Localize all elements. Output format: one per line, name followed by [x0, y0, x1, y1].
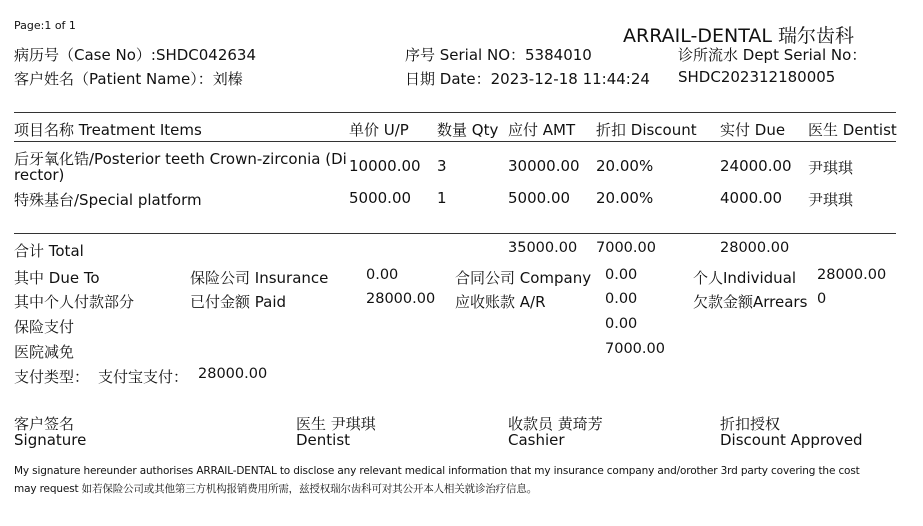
dept-serial-value: SHDC202312180005 — [678, 68, 836, 86]
case-number — [14, 44, 256, 65]
due-to-label: 其中 Due To — [14, 269, 100, 287]
signature-cashier-cn: 收款员 黄琦芳 — [508, 415, 603, 433]
row-dentist: 尹琪琪 — [808, 191, 854, 209]
row-qty: 3 — [437, 157, 447, 175]
personal-part-label: 其中个人付款部分 — [14, 293, 135, 311]
signature-discount-cn: 折扣授权 — [720, 415, 781, 433]
case-value: SHDC042634 — [155, 46, 257, 64]
hospital-reduction-value: 7000.00 — [605, 341, 665, 357]
brand-title: ARRAIL-DENTAL 瑞尔齿科 — [623, 25, 854, 47]
visit-date — [405, 68, 650, 89]
row-discount: 20.00% — [596, 189, 654, 207]
table-top-rule — [14, 112, 896, 113]
individual-label: 个人Individual — [693, 269, 797, 287]
disclaimer — [14, 462, 860, 498]
total-rule — [14, 233, 896, 234]
row-amount: 30000.00 — [508, 157, 580, 175]
arrears-label: 欠款金额Arrears — [693, 293, 808, 311]
insurance-paid-value: 0.00 — [605, 316, 638, 332]
dept-serial-label: 诊所流水 Dept Serial No： — [678, 46, 867, 64]
insurance-paid-label: 保险支付 — [14, 318, 75, 336]
row-unit-price: 5000.00 — [349, 189, 412, 207]
signature-cashier-en: Cashier — [508, 431, 565, 449]
insurance-label: 保险公司 Insurance — [190, 269, 329, 287]
page-indicator: Page:1 of 1 — [14, 19, 76, 32]
serial-value: 5384010 — [525, 46, 592, 64]
total-amount: 35000.00 — [508, 240, 578, 256]
col-header-discount: 折扣 Discount — [596, 121, 697, 139]
col-header-items: 项目名称 Treatment Items — [14, 121, 202, 139]
col-header-due: 实付 Due — [720, 121, 786, 139]
paid-value: 28000.00 — [366, 291, 436, 307]
insurance-value: 0.00 — [366, 267, 399, 283]
row-item-name: 后牙氧化锆/Posterior teeth Crown-zirconia (Di — [14, 150, 347, 168]
ar-value: 0.00 — [605, 291, 638, 307]
col-header-dentist: 医生 Dentist — [808, 121, 897, 139]
row-discount: 20.00% — [596, 157, 654, 175]
row-item-name-cont: rector) — [14, 166, 65, 184]
patient-label: 客户姓名（Patient Name）： — [14, 70, 213, 88]
serial-label: 序号 Serial NO： — [405, 46, 526, 64]
row-qty: 1 — [437, 189, 447, 207]
total-label: 合计 Total — [14, 242, 84, 260]
signature-dentist — [296, 416, 376, 448]
row-due: 4000.00 — [720, 189, 783, 207]
signature-customer — [14, 416, 86, 448]
signature-cashier — [508, 416, 603, 448]
signature-dentist-cn: 医生 尹琪琪 — [296, 415, 376, 433]
date-label: 日期 Date： — [405, 70, 491, 88]
serial-number — [405, 44, 592, 65]
disclaimer-line-1: My signature hereunder authorises ARRAIL-DENTAL to disclose any relevant medical information that my insurance company and/orother 3rd party covering the cost — [14, 465, 860, 477]
total-due: 28000.00 — [720, 240, 790, 256]
payment-amount: 28000.00 — [198, 366, 268, 382]
col-header-qty: 数量 Qty — [437, 121, 499, 139]
paid-label: 已付金额 Paid — [190, 293, 287, 311]
company-label: 合同公司 Company — [455, 269, 592, 287]
total-discount: 7000.00 — [596, 240, 656, 256]
patient-name — [14, 68, 243, 89]
signature-discount-approved — [720, 416, 863, 448]
signature-customer-cn: 客户签名 — [14, 415, 75, 433]
col-header-up: 单价 U/P — [349, 121, 409, 139]
patient-value: 刘榛 — [212, 70, 243, 88]
disclaimer-line-2: may request 如若保险公司或其他第三方机构报销费用所需，兹授权瑞尔齿科可对其公开本人相关就诊治疗信息。 — [14, 483, 538, 495]
individual-value: 28000.00 — [817, 267, 887, 283]
row-due: 24000.00 — [720, 157, 792, 175]
row-unit-price: 10000.00 — [349, 157, 421, 175]
row-amount: 5000.00 — [508, 189, 571, 207]
row-item-name: 特殊基台/Special platform — [14, 191, 202, 209]
case-label: 病历号（Case No）: — [14, 46, 156, 64]
date-value: 2023-12-18 11:44:24 — [490, 70, 650, 88]
hospital-reduction-label: 医院减免 — [14, 343, 75, 361]
payment-type-label: 支付类型： — [14, 368, 90, 386]
col-header-amt: 应付 AMT — [508, 121, 576, 139]
signature-customer-en: Signature — [14, 431, 87, 449]
arrears-value: 0 — [817, 291, 827, 307]
table-header-rule — [14, 141, 896, 142]
ar-label: 应收账款 A/R — [455, 293, 546, 311]
company-value: 0.00 — [605, 267, 638, 283]
signature-discount-en: Discount Approved — [720, 431, 863, 449]
signature-dentist-en: Dentist — [296, 431, 351, 449]
row-dentist: 尹琪琪 — [808, 159, 854, 177]
payment-method: 支付宝支付： — [98, 368, 189, 386]
